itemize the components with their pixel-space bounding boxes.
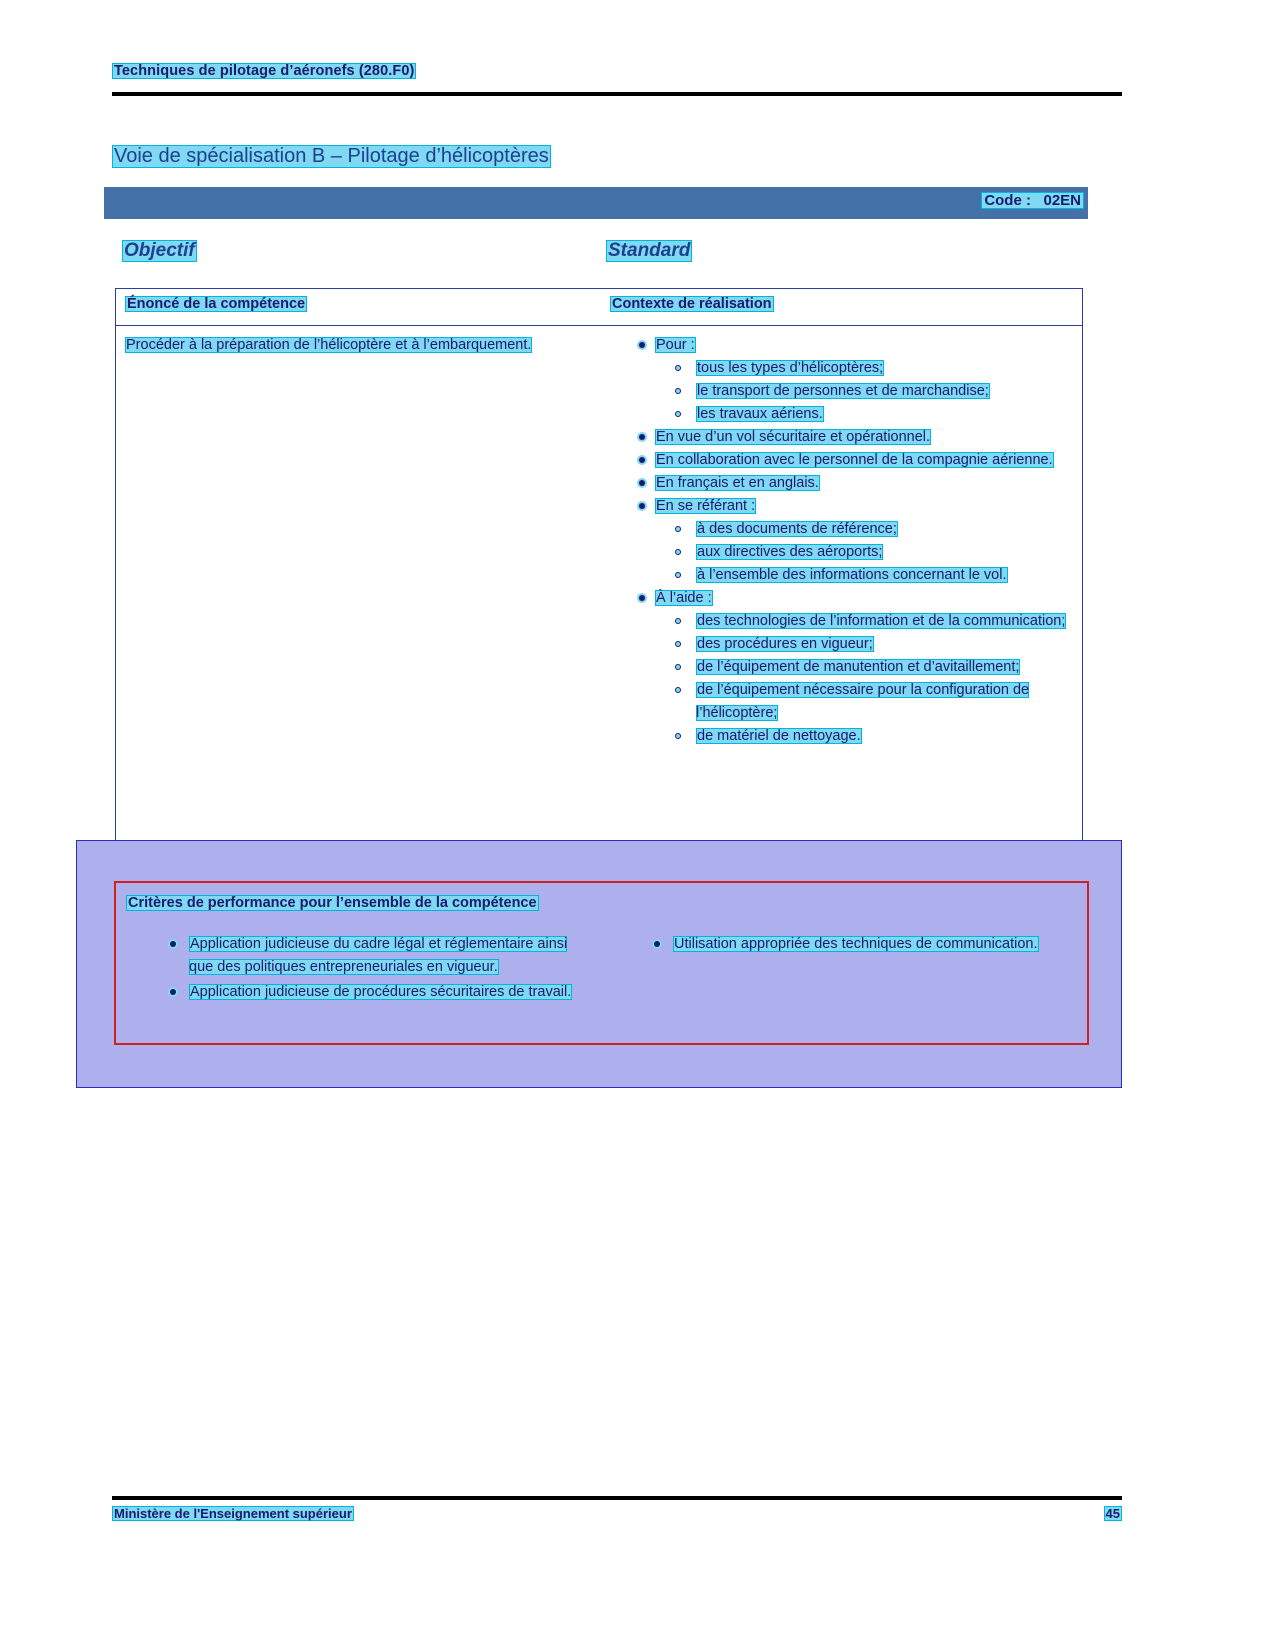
enonce-cell	[116, 326, 616, 357]
circle-bullet-icon	[675, 733, 681, 739]
document-footer	[112, 1506, 1122, 1526]
bullet-icon	[639, 457, 645, 463]
circle-bullet-icon	[675, 618, 681, 624]
enonce-text	[125, 334, 606, 357]
contexte-subitem-label: le transport de personnes et de marchandise;	[697, 383, 989, 399]
bullet-icon	[170, 989, 176, 995]
contexte-subitem-label: tous les types d’hélicoptères;	[697, 360, 884, 376]
criteria-column-left	[144, 933, 584, 1006]
contexte-sublist	[655, 518, 1077, 587]
criteria-item	[144, 981, 584, 1004]
contexte-subitem-label: à l’ensemble des informations concernant le vol.	[697, 567, 1007, 583]
criteria-item-label: Utilisation appropriée des techniques de communication.	[674, 936, 1038, 952]
bullet-icon	[639, 480, 645, 486]
criteria-panel	[76, 840, 1122, 1088]
specialization-heading-label: Voie de spécialisation B – Pilotage d’hélicoptères	[114, 145, 549, 167]
column-header-enonce: Énoncé de la compétence	[127, 296, 306, 312]
contexte-subitem	[655, 357, 1077, 380]
contexte-sublist	[655, 357, 1077, 426]
competency-code: Code : 02EN	[981, 192, 1084, 209]
criteria-item-label: Application judicieuse du cadre légal et réglementaire ainsi que des politiques entrepreneuriales en vigueur.	[189, 936, 568, 975]
contexte-subitem	[655, 656, 1077, 679]
contexte-item	[616, 334, 1077, 426]
bullet-icon	[170, 941, 176, 947]
criteria-box	[114, 881, 1089, 1045]
contexte-item	[616, 472, 1077, 495]
bullet-icon	[639, 342, 645, 348]
contexte-subitem-label: de l’équipement de manutention et d’avitaillement;	[697, 659, 1020, 675]
contexte-item	[616, 426, 1077, 449]
contexte-item-label: À l’aide :	[656, 590, 712, 606]
criteria-column-right	[628, 933, 1048, 958]
objectif-label: Objectif	[124, 240, 195, 261]
enonce-value: Procéder à la préparation de l’hélicoptère et à l’embarquement.	[126, 337, 532, 353]
contexte-subitem	[655, 679, 1077, 725]
standard-label: Standard	[608, 240, 691, 261]
contexte-subitem	[655, 725, 1077, 748]
column-header-contexte: Contexte de réalisation	[612, 296, 772, 312]
header-divider	[112, 92, 1122, 96]
contexte-sublist	[655, 610, 1077, 748]
document-header	[112, 62, 1122, 80]
table-body	[116, 326, 1082, 866]
contexte-subitem	[655, 610, 1077, 633]
contexte-subitem-label: les travaux aériens.	[697, 406, 823, 422]
code-bar	[104, 187, 1088, 219]
bullet-icon	[639, 503, 645, 509]
specialization-heading	[112, 145, 551, 168]
circle-bullet-icon	[675, 549, 681, 555]
criteria-title: Critères de performance pour l’ensemble de la compétence	[128, 895, 537, 911]
contexte-subitem	[655, 518, 1077, 541]
contexte-subitem-label: de l’équipement nécessaire pour la configuration de l’hélicoptère;	[696, 682, 1030, 721]
contexte-item	[616, 449, 1077, 472]
contexte-subitem	[655, 403, 1077, 426]
circle-bullet-icon	[675, 411, 681, 417]
circle-bullet-icon	[675, 526, 681, 532]
circle-bullet-icon	[675, 572, 681, 578]
contexte-item-label: En français et en anglais.	[656, 475, 819, 491]
contexte-item-label: En se référant :	[656, 498, 756, 514]
contexte-subitem-label: à des documents de référence;	[697, 521, 897, 537]
bullet-icon	[654, 941, 660, 947]
circle-bullet-icon	[675, 664, 681, 670]
circle-bullet-icon	[675, 687, 681, 693]
contexte-item	[616, 495, 1077, 587]
table-header-row	[116, 289, 1082, 326]
competency-table	[115, 288, 1083, 868]
footer-divider	[112, 1496, 1122, 1500]
contexte-subitem-label: de matériel de nettoyage.	[697, 728, 861, 744]
contexte-subitem	[655, 541, 1077, 564]
contexte-item-label: Pour :	[656, 337, 695, 353]
page-number: 45	[1105, 1506, 1120, 1521]
contexte-subitem-label: des technologies de l’information et de la communication;	[697, 613, 1066, 629]
contexte-item	[616, 587, 1077, 748]
circle-bullet-icon	[675, 641, 681, 647]
criteria-item	[144, 933, 584, 979]
footer-ministry-label: Ministère de l'Enseignement supérieur	[114, 1506, 352, 1521]
contexte-subitem	[655, 633, 1077, 656]
contexte-subitem	[655, 564, 1077, 587]
circle-bullet-icon	[675, 365, 681, 371]
contexte-subitem-label: des procédures en vigueur;	[697, 636, 873, 652]
criteria-list-right	[628, 933, 1048, 956]
criteria-list-left	[144, 933, 584, 1004]
bullet-icon	[639, 434, 645, 440]
header-title: Techniques de pilotage d’aéronefs (280.F0)	[114, 63, 415, 79]
criteria-item	[628, 933, 1048, 956]
contexte-cell	[616, 326, 1081, 748]
contexte-subitem-label: aux directives des aéroports;	[697, 544, 883, 560]
contexte-subitem	[655, 380, 1077, 403]
circle-bullet-icon	[675, 388, 681, 394]
bullet-icon	[639, 595, 645, 601]
criteria-item-label: Application judicieuse de procédures sécuritaires de travail.	[190, 984, 572, 1000]
contexte-item-label: En collaboration avec le personnel de la compagnie aérienne.	[656, 452, 1053, 468]
contexte-item-label: En vue d’un vol sécuritaire et opérationnel.	[656, 429, 931, 445]
objectif-standard-row	[118, 240, 1088, 266]
contexte-list	[616, 334, 1077, 748]
